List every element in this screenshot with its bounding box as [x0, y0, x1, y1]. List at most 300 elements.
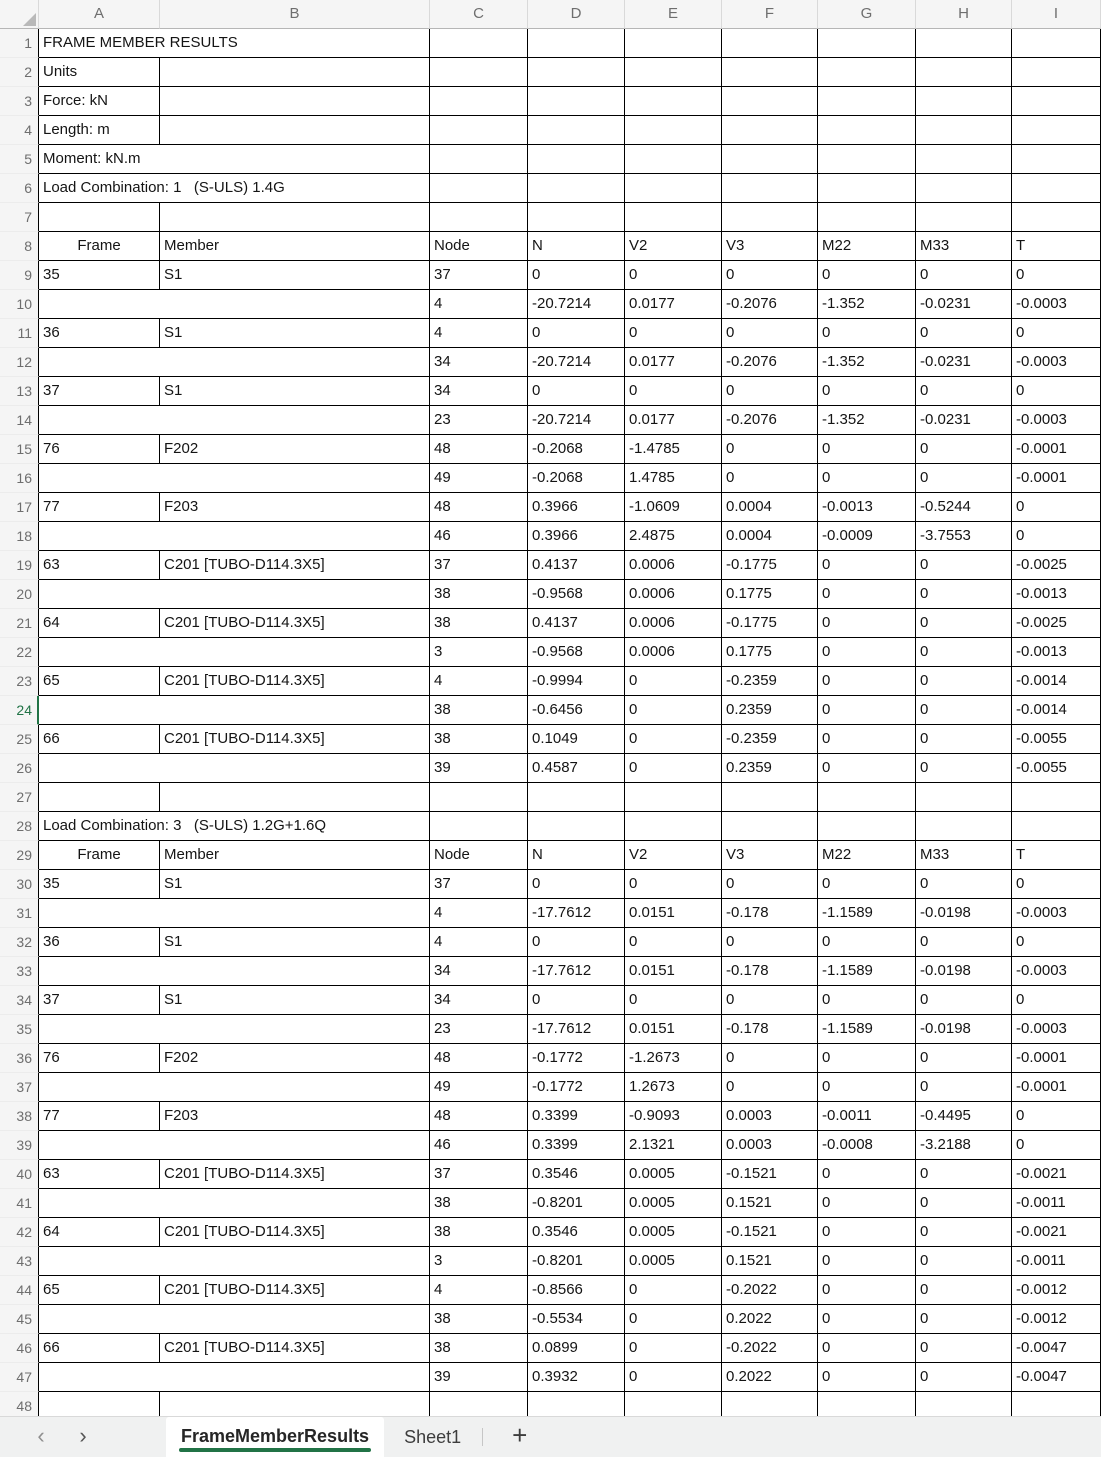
cell-A32[interactable]: 36 [39, 928, 160, 957]
cell-I13[interactable]: 0 [1012, 377, 1101, 406]
cell-I40[interactable]: -0.0021 [1012, 1160, 1101, 1189]
cell-F34[interactable]: 0 [722, 986, 818, 1015]
cell-E3[interactable] [625, 87, 722, 116]
cell-G44[interactable]: 0 [818, 1276, 916, 1305]
cell-I28[interactable] [1012, 812, 1101, 841]
cell-E14[interactable]: 0.0177 [625, 406, 722, 435]
row-header-34[interactable]: 34 [0, 986, 39, 1015]
row-header-40[interactable]: 40 [0, 1160, 39, 1189]
cell-B13[interactable]: S1 [160, 377, 430, 406]
cell-G9[interactable]: 0 [818, 261, 916, 290]
row-header-39[interactable]: 39 [0, 1131, 39, 1160]
row-header-47[interactable]: 47 [0, 1363, 39, 1392]
cell-B38[interactable]: F203 [160, 1102, 430, 1131]
cell-B25[interactable]: C201 [TUBO-D114.3X5] [160, 725, 430, 754]
cell-E5[interactable] [625, 145, 722, 174]
cell-E8[interactable]: V2 [625, 232, 722, 261]
cell-C13[interactable]: 34 [430, 377, 528, 406]
cell-I32[interactable]: 0 [1012, 928, 1101, 957]
cell-F31[interactable]: -0.178 [722, 899, 818, 928]
row-header-37[interactable]: 37 [0, 1073, 39, 1102]
cell-G18[interactable]: -0.0009 [818, 522, 916, 551]
cell-F43[interactable]: 0.1521 [722, 1247, 818, 1276]
cell-D7[interactable] [528, 203, 625, 232]
cell-G31[interactable]: -1.1589 [818, 899, 916, 928]
cell-A13[interactable]: 37 [39, 377, 160, 406]
row-header-18[interactable]: 18 [0, 522, 39, 551]
row-header-48[interactable]: 48 [0, 1392, 39, 1416]
cell-C41[interactable]: 38 [430, 1189, 528, 1218]
cell-C39[interactable]: 46 [430, 1131, 528, 1160]
cell-H3[interactable] [916, 87, 1012, 116]
row-header-43[interactable]: 43 [0, 1247, 39, 1276]
row-header-1[interactable]: 1 [0, 29, 39, 58]
cell-F16[interactable]: 0 [722, 464, 818, 493]
prev-sheet-icon[interactable]: ‹ [37, 1423, 45, 1448]
cell-D20[interactable]: -0.9568 [528, 580, 625, 609]
cell-F6[interactable] [722, 174, 818, 203]
cell-G12[interactable]: -1.352 [818, 348, 916, 377]
cell-C32[interactable]: 4 [430, 928, 528, 957]
cell-B32[interactable]: S1 [160, 928, 430, 957]
cell-E35[interactable]: 0.0151 [625, 1015, 722, 1044]
cell-D37[interactable]: -0.1772 [528, 1073, 625, 1102]
cell-H34[interactable]: 0 [916, 986, 1012, 1015]
cell-H37[interactable]: 0 [916, 1073, 1012, 1102]
cell-G39[interactable]: -0.0008 [818, 1131, 916, 1160]
cell-I25[interactable]: -0.0055 [1012, 725, 1101, 754]
row-header-42[interactable]: 42 [0, 1218, 39, 1247]
cell-I10[interactable]: -0.0003 [1012, 290, 1101, 319]
cell-C29[interactable]: Node [430, 841, 528, 870]
cell-H25[interactable]: 0 [916, 725, 1012, 754]
cell-I3[interactable] [1012, 87, 1101, 116]
cell-D32[interactable]: 0 [528, 928, 625, 957]
cell-D39[interactable]: 0.3399 [528, 1131, 625, 1160]
cell-B7[interactable] [160, 203, 430, 232]
cell-D22[interactable]: -0.9568 [528, 638, 625, 667]
select-all-corner[interactable] [0, 0, 39, 29]
cell-D38[interactable]: 0.3399 [528, 1102, 625, 1131]
cell-I43[interactable]: -0.0011 [1012, 1247, 1101, 1276]
cell-B36[interactable]: F202 [160, 1044, 430, 1073]
column-header-E[interactable]: E [625, 0, 722, 29]
cell-B19[interactable]: C201 [TUBO-D114.3X5] [160, 551, 430, 580]
cell-F25[interactable]: -0.2359 [722, 725, 818, 754]
cell-C19[interactable]: 37 [430, 551, 528, 580]
cell-C12[interactable]: 34 [430, 348, 528, 377]
cell-G41[interactable]: 0 [818, 1189, 916, 1218]
cell-A45[interactable] [39, 1305, 430, 1334]
cell-E25[interactable]: 0 [625, 725, 722, 754]
column-header-B[interactable]: B [160, 0, 430, 29]
cell-B34[interactable]: S1 [160, 986, 430, 1015]
cell-H15[interactable]: 0 [916, 435, 1012, 464]
cell-D45[interactable]: -0.5534 [528, 1305, 625, 1334]
row-header-41[interactable]: 41 [0, 1189, 39, 1218]
column-header-I[interactable]: I [1012, 0, 1101, 29]
cell-I21[interactable]: -0.0025 [1012, 609, 1101, 638]
cell-I46[interactable]: -0.0047 [1012, 1334, 1101, 1363]
cell-D25[interactable]: 0.1049 [528, 725, 625, 754]
cell-A14[interactable] [39, 406, 430, 435]
row-header-12[interactable]: 12 [0, 348, 39, 377]
cell-G13[interactable]: 0 [818, 377, 916, 406]
cell-F13[interactable]: 0 [722, 377, 818, 406]
row-header-46[interactable]: 46 [0, 1334, 39, 1363]
cell-G21[interactable]: 0 [818, 609, 916, 638]
cell-D1[interactable] [528, 29, 625, 58]
row-header-15[interactable]: 15 [0, 435, 39, 464]
cell-D13[interactable]: 0 [528, 377, 625, 406]
cell-A43[interactable] [39, 1247, 430, 1276]
cell-H40[interactable]: 0 [916, 1160, 1012, 1189]
cell-E4[interactable] [625, 116, 722, 145]
cell-G14[interactable]: -1.352 [818, 406, 916, 435]
cell-H33[interactable]: -0.0198 [916, 957, 1012, 986]
cell-H19[interactable]: 0 [916, 551, 1012, 580]
cell-G26[interactable]: 0 [818, 754, 916, 783]
cell-G30[interactable]: 0 [818, 870, 916, 899]
cell-A6[interactable]: Load Combination: 1 (S-ULS) 1.4G [39, 174, 430, 203]
cell-H31[interactable]: -0.0198 [916, 899, 1012, 928]
cell-H12[interactable]: -0.0231 [916, 348, 1012, 377]
cell-G45[interactable]: 0 [818, 1305, 916, 1334]
cell-I17[interactable]: 0 [1012, 493, 1101, 522]
cell-F30[interactable]: 0 [722, 870, 818, 899]
cell-D43[interactable]: -0.8201 [528, 1247, 625, 1276]
cell-E6[interactable] [625, 174, 722, 203]
cell-C10[interactable]: 4 [430, 290, 528, 319]
row-header-31[interactable]: 31 [0, 899, 39, 928]
cell-I30[interactable]: 0 [1012, 870, 1101, 899]
cell-E17[interactable]: -1.0609 [625, 493, 722, 522]
column-header-H[interactable]: H [916, 0, 1012, 29]
cell-I23[interactable]: -0.0014 [1012, 667, 1101, 696]
cell-H1[interactable] [916, 29, 1012, 58]
cell-G32[interactable]: 0 [818, 928, 916, 957]
cell-E48[interactable] [625, 1392, 722, 1416]
cell-B27[interactable] [160, 783, 430, 812]
cell-E45[interactable]: 0 [625, 1305, 722, 1334]
cell-I11[interactable]: 0 [1012, 319, 1101, 348]
cell-A48[interactable] [39, 1392, 160, 1416]
cell-F46[interactable]: -0.2022 [722, 1334, 818, 1363]
cell-A15[interactable]: 76 [39, 435, 160, 464]
cell-D40[interactable]: 0.3546 [528, 1160, 625, 1189]
cell-I27[interactable] [1012, 783, 1101, 812]
column-header-C[interactable]: C [430, 0, 528, 29]
cell-H7[interactable] [916, 203, 1012, 232]
cell-G24[interactable]: 0 [818, 696, 916, 725]
cell-C11[interactable]: 4 [430, 319, 528, 348]
cell-C35[interactable]: 23 [430, 1015, 528, 1044]
cell-G7[interactable] [818, 203, 916, 232]
cell-E15[interactable]: -1.4785 [625, 435, 722, 464]
cell-A23[interactable]: 65 [39, 667, 160, 696]
cell-G48[interactable] [818, 1392, 916, 1416]
cell-E38[interactable]: -0.9093 [625, 1102, 722, 1131]
cell-D36[interactable]: -0.1772 [528, 1044, 625, 1073]
cell-I24[interactable]: -0.0014 [1012, 696, 1101, 725]
cell-F35[interactable]: -0.178 [722, 1015, 818, 1044]
cell-A20[interactable] [39, 580, 430, 609]
cell-H2[interactable] [916, 58, 1012, 87]
cell-H48[interactable] [916, 1392, 1012, 1416]
row-header-2[interactable]: 2 [0, 58, 39, 87]
cell-E37[interactable]: 1.2673 [625, 1073, 722, 1102]
cell-H35[interactable]: -0.0198 [916, 1015, 1012, 1044]
cell-G23[interactable]: 0 [818, 667, 916, 696]
cell-G37[interactable]: 0 [818, 1073, 916, 1102]
row-header-26[interactable]: 26 [0, 754, 39, 783]
cell-F45[interactable]: 0.2022 [722, 1305, 818, 1334]
cell-A28[interactable]: Load Combination: 3 (S-ULS) 1.2G+1.6Q [39, 812, 430, 841]
cell-G27[interactable] [818, 783, 916, 812]
cell-F1[interactable] [722, 29, 818, 58]
cell-D18[interactable]: 0.3966 [528, 522, 625, 551]
cell-C33[interactable]: 34 [430, 957, 528, 986]
column-header-G[interactable]: G [818, 0, 916, 29]
cell-D3[interactable] [528, 87, 625, 116]
row-header-25[interactable]: 25 [0, 725, 39, 754]
cell-D8[interactable]: N [528, 232, 625, 261]
cell-C6[interactable] [430, 174, 528, 203]
cell-D41[interactable]: -0.8201 [528, 1189, 625, 1218]
cell-C40[interactable]: 37 [430, 1160, 528, 1189]
cell-D21[interactable]: 0.4137 [528, 609, 625, 638]
cell-H20[interactable]: 0 [916, 580, 1012, 609]
column-header-A[interactable]: A [39, 0, 160, 29]
cell-F39[interactable]: 0.0003 [722, 1131, 818, 1160]
cell-G20[interactable]: 0 [818, 580, 916, 609]
cell-D31[interactable]: -17.7612 [528, 899, 625, 928]
cell-A42[interactable]: 64 [39, 1218, 160, 1247]
cell-F37[interactable]: 0 [722, 1073, 818, 1102]
cell-F17[interactable]: 0.0004 [722, 493, 818, 522]
cell-B2[interactable] [160, 58, 430, 87]
cell-C34[interactable]: 34 [430, 986, 528, 1015]
cell-F41[interactable]: 0.1521 [722, 1189, 818, 1218]
cell-F28[interactable] [722, 812, 818, 841]
cell-C8[interactable]: Node [430, 232, 528, 261]
cell-E33[interactable]: 0.0151 [625, 957, 722, 986]
cell-I37[interactable]: -0.0001 [1012, 1073, 1101, 1102]
cell-F40[interactable]: -0.1521 [722, 1160, 818, 1189]
cell-C36[interactable]: 48 [430, 1044, 528, 1073]
cell-E46[interactable]: 0 [625, 1334, 722, 1363]
cell-H44[interactable]: 0 [916, 1276, 1012, 1305]
cell-D29[interactable]: N [528, 841, 625, 870]
cell-C25[interactable]: 38 [430, 725, 528, 754]
row-header-45[interactable]: 45 [0, 1305, 39, 1334]
cell-B8[interactable]: Member [160, 232, 430, 261]
cell-I12[interactable]: -0.0003 [1012, 348, 1101, 377]
cell-C37[interactable]: 49 [430, 1073, 528, 1102]
cell-A12[interactable] [39, 348, 430, 377]
cell-D12[interactable]: -20.7214 [528, 348, 625, 377]
cell-F12[interactable]: -0.2076 [722, 348, 818, 377]
cell-H26[interactable]: 0 [916, 754, 1012, 783]
cell-G29[interactable]: M22 [818, 841, 916, 870]
cell-A41[interactable] [39, 1189, 430, 1218]
cell-I44[interactable]: -0.0012 [1012, 1276, 1101, 1305]
cell-I48[interactable] [1012, 1392, 1101, 1416]
cell-I15[interactable]: -0.0001 [1012, 435, 1101, 464]
cell-D47[interactable]: 0.3932 [528, 1363, 625, 1392]
cell-A7[interactable] [39, 203, 160, 232]
cell-I6[interactable] [1012, 174, 1101, 203]
cell-F32[interactable]: 0 [722, 928, 818, 957]
cell-A24[interactable] [39, 696, 430, 725]
cell-D27[interactable] [528, 783, 625, 812]
cell-C45[interactable]: 38 [430, 1305, 528, 1334]
cell-A36[interactable]: 76 [39, 1044, 160, 1073]
cell-F18[interactable]: 0.0004 [722, 522, 818, 551]
cell-C2[interactable] [430, 58, 528, 87]
cell-I8[interactable]: T [1012, 232, 1101, 261]
cell-E7[interactable] [625, 203, 722, 232]
cell-F44[interactable]: -0.2022 [722, 1276, 818, 1305]
add-sheet-button[interactable]: + [512, 1420, 528, 1450]
row-header-38[interactable]: 38 [0, 1102, 39, 1131]
cell-B42[interactable]: C201 [TUBO-D114.3X5] [160, 1218, 430, 1247]
cell-I42[interactable]: -0.0021 [1012, 1218, 1101, 1247]
cell-A11[interactable]: 36 [39, 319, 160, 348]
cell-D11[interactable]: 0 [528, 319, 625, 348]
cell-D42[interactable]: 0.3546 [528, 1218, 625, 1247]
cell-G10[interactable]: -1.352 [818, 290, 916, 319]
row-header-36[interactable]: 36 [0, 1044, 39, 1073]
cell-B40[interactable]: C201 [TUBO-D114.3X5] [160, 1160, 430, 1189]
cell-F22[interactable]: 0.1775 [722, 638, 818, 667]
row-header-4[interactable]: 4 [0, 116, 39, 145]
row-header-10[interactable]: 10 [0, 290, 39, 319]
cell-E30[interactable]: 0 [625, 870, 722, 899]
row-header-20[interactable]: 20 [0, 580, 39, 609]
cell-E41[interactable]: 0.0005 [625, 1189, 722, 1218]
cell-D14[interactable]: -20.7214 [528, 406, 625, 435]
cell-D2[interactable] [528, 58, 625, 87]
cell-C46[interactable]: 38 [430, 1334, 528, 1363]
cell-C21[interactable]: 38 [430, 609, 528, 638]
cell-E31[interactable]: 0.0151 [625, 899, 722, 928]
cell-I34[interactable]: 0 [1012, 986, 1101, 1015]
cell-C22[interactable]: 3 [430, 638, 528, 667]
cell-I36[interactable]: -0.0001 [1012, 1044, 1101, 1073]
cell-I16[interactable]: -0.0001 [1012, 464, 1101, 493]
cell-A17[interactable]: 77 [39, 493, 160, 522]
cell-C7[interactable] [430, 203, 528, 232]
cell-E27[interactable] [625, 783, 722, 812]
cell-I9[interactable]: 0 [1012, 261, 1101, 290]
cell-D46[interactable]: 0.0899 [528, 1334, 625, 1363]
cell-C30[interactable]: 37 [430, 870, 528, 899]
cell-H8[interactable]: M33 [916, 232, 1012, 261]
cell-E44[interactable]: 0 [625, 1276, 722, 1305]
cell-E29[interactable]: V2 [625, 841, 722, 870]
row-header-21[interactable]: 21 [0, 609, 39, 638]
cell-H47[interactable]: 0 [916, 1363, 1012, 1392]
cell-F23[interactable]: -0.2359 [722, 667, 818, 696]
cell-A37[interactable] [39, 1073, 430, 1102]
cell-E47[interactable]: 0 [625, 1363, 722, 1392]
cell-D17[interactable]: 0.3966 [528, 493, 625, 522]
cell-G46[interactable]: 0 [818, 1334, 916, 1363]
cell-A8[interactable]: Frame [39, 232, 160, 261]
cell-B17[interactable]: F203 [160, 493, 430, 522]
cell-H9[interactable]: 0 [916, 261, 1012, 290]
cell-C23[interactable]: 4 [430, 667, 528, 696]
row-header-33[interactable]: 33 [0, 957, 39, 986]
cell-H28[interactable] [916, 812, 1012, 841]
cell-C48[interactable] [430, 1392, 528, 1416]
cell-H46[interactable]: 0 [916, 1334, 1012, 1363]
cell-C26[interactable]: 39 [430, 754, 528, 783]
cell-H4[interactable] [916, 116, 1012, 145]
cell-C47[interactable]: 39 [430, 1363, 528, 1392]
cell-C20[interactable]: 38 [430, 580, 528, 609]
row-header-7[interactable]: 7 [0, 203, 39, 232]
tab-sheet1[interactable]: Sheet1 [404, 1427, 462, 1447]
cell-H32[interactable]: 0 [916, 928, 1012, 957]
cell-C27[interactable] [430, 783, 528, 812]
cell-F29[interactable]: V3 [722, 841, 818, 870]
cell-I2[interactable] [1012, 58, 1101, 87]
cell-E11[interactable]: 0 [625, 319, 722, 348]
cell-A40[interactable]: 63 [39, 1160, 160, 1189]
cell-C16[interactable]: 49 [430, 464, 528, 493]
cell-C28[interactable] [430, 812, 528, 841]
cell-E13[interactable]: 0 [625, 377, 722, 406]
column-header-F[interactable]: F [722, 0, 818, 29]
cell-I1[interactable] [1012, 29, 1101, 58]
cell-E36[interactable]: -1.2673 [625, 1044, 722, 1073]
cell-F36[interactable]: 0 [722, 1044, 818, 1073]
cell-F19[interactable]: -0.1775 [722, 551, 818, 580]
cell-I47[interactable]: -0.0047 [1012, 1363, 1101, 1392]
cell-D23[interactable]: -0.9994 [528, 667, 625, 696]
cell-B48[interactable] [160, 1392, 430, 1416]
cell-G38[interactable]: -0.0011 [818, 1102, 916, 1131]
cell-H45[interactable]: 0 [916, 1305, 1012, 1334]
cell-E39[interactable]: 2.1321 [625, 1131, 722, 1160]
cell-I14[interactable]: -0.0003 [1012, 406, 1101, 435]
row-header-13[interactable]: 13 [0, 377, 39, 406]
cell-I22[interactable]: -0.0013 [1012, 638, 1101, 667]
cell-D33[interactable]: -17.7612 [528, 957, 625, 986]
cell-F38[interactable]: 0.0003 [722, 1102, 818, 1131]
cell-G36[interactable]: 0 [818, 1044, 916, 1073]
cell-D44[interactable]: -0.8566 [528, 1276, 625, 1305]
cell-H29[interactable]: M33 [916, 841, 1012, 870]
cell-B23[interactable]: C201 [TUBO-D114.3X5] [160, 667, 430, 696]
cell-G42[interactable]: 0 [818, 1218, 916, 1247]
cell-A9[interactable]: 35 [39, 261, 160, 290]
cell-D15[interactable]: -0.2068 [528, 435, 625, 464]
cell-G40[interactable]: 0 [818, 1160, 916, 1189]
cell-F26[interactable]: 0.2359 [722, 754, 818, 783]
cell-E1[interactable] [625, 29, 722, 58]
cell-I29[interactable]: T [1012, 841, 1101, 870]
cell-H36[interactable]: 0 [916, 1044, 1012, 1073]
cell-F47[interactable]: 0.2022 [722, 1363, 818, 1392]
cell-C9[interactable]: 37 [430, 261, 528, 290]
cell-D48[interactable] [528, 1392, 625, 1416]
cell-F42[interactable]: -0.1521 [722, 1218, 818, 1247]
cell-G22[interactable]: 0 [818, 638, 916, 667]
cell-B21[interactable]: C201 [TUBO-D114.3X5] [160, 609, 430, 638]
